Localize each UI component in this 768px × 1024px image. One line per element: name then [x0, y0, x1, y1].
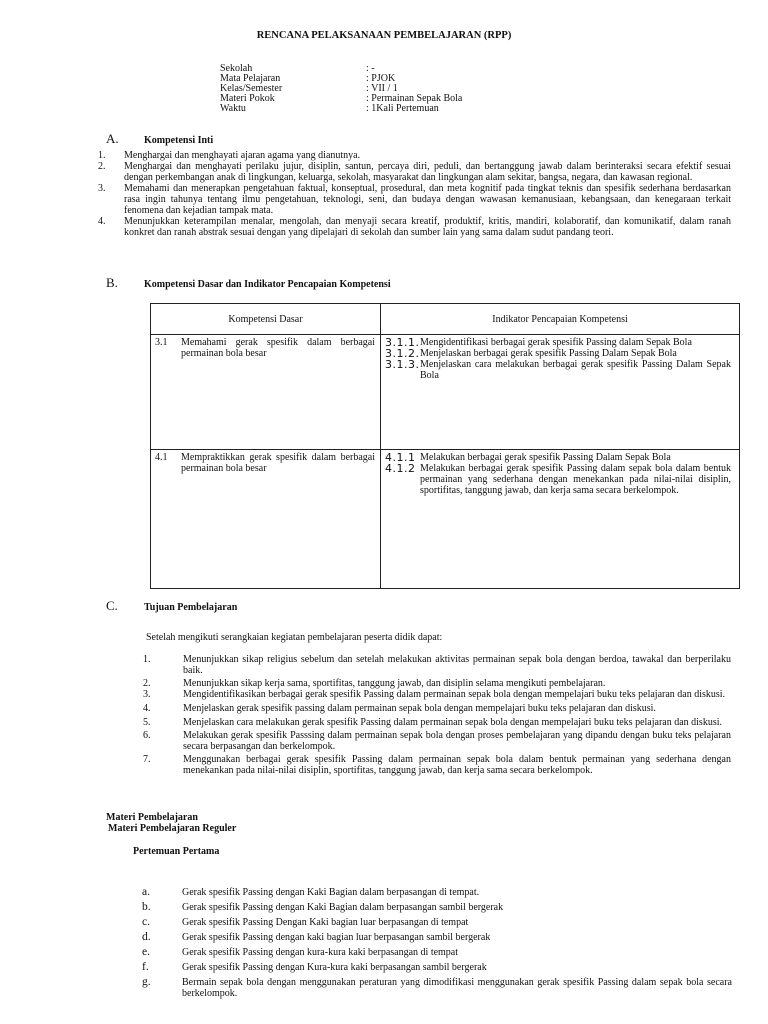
item-letter: e. [142, 946, 150, 958]
item-text: Gerak spesifik Passing dengan Kaki Bagian dalam berpasangan di tempat. [182, 887, 480, 898]
kd-content [151, 335, 380, 359]
item-number: 6. [143, 730, 151, 741]
meta-label: Materi Pokok [220, 93, 275, 104]
indicator-text: Menjelaskan berbagai gerak spesifik Passing Dalam Sepak Bola [420, 348, 677, 359]
indicator-text: Mengidentifikasi berbagai gerak spesifik Passing dalam Sepak Bola [420, 337, 692, 348]
indicator-item [381, 452, 739, 463]
kd-cell [151, 450, 381, 589]
item-text: Menghargai dan menghayati ajaran agama yang dianutnya. [124, 150, 361, 161]
meta-value: : Permainan Sepak Bola [366, 93, 463, 104]
item-number: 4. [143, 703, 151, 714]
list-item [143, 654, 731, 676]
indicator-item [381, 359, 739, 381]
list-item [143, 717, 731, 728]
section-title: Kompetensi Inti [144, 135, 214, 146]
list-item [142, 947, 732, 958]
kompetensi-table [150, 303, 740, 589]
item-text: Menunjukkan keterampilan menalar, mengolah, dan menyaji secara kreatif, produktif, kritis, mandiri, kolaboratif, dan komunikatif, dalam ranah konkret dan ranah abstrak sesuai dengan yang dipelajari di sekolah dan sumber lain yang sama dalam sudut pandang teori. [124, 216, 731, 238]
indicator-cell [381, 335, 740, 450]
kd-cell [151, 335, 381, 450]
item-text: Mengidentifikasikan berbagai gerak spesifik Passing dalam permainan sepak bola dengan mempelajari buku teks pelajaran dan diskusi. [183, 689, 726, 700]
section-b-heading [106, 277, 391, 290]
item-text: Menjelaskan cara melakukan gerak spesifik Passing dalam permainan sepak bola dengan mempelajari buku teks pelajaran dan diskusi. [183, 717, 722, 728]
item-number: 3. [143, 689, 151, 700]
list-item [142, 902, 732, 913]
section-title: Tujuan Pembelajaran [144, 602, 238, 613]
header-kompetensi-dasar: Kompetensi Dasar [151, 304, 381, 335]
kd-number: 3.1 [155, 337, 168, 348]
tujuan-intro: Setelah mengikuti serangkaian kegiatan pembelajaran peserta didik dapat: [146, 632, 443, 643]
list-item [142, 977, 732, 999]
meta-value: : VII / 1 [366, 83, 398, 94]
item-number: 2. [143, 678, 151, 689]
kd-content [151, 450, 380, 474]
section-letter: A. [106, 131, 119, 146]
section-letter: C. [106, 598, 118, 613]
indicator-number: 3.1.2. [385, 347, 420, 360]
indicator-item [381, 337, 739, 348]
indicator-cell [381, 450, 740, 589]
item-letter: b. [142, 901, 151, 913]
materi-subheading: Materi Pembelajaran Reguler [108, 823, 237, 834]
materi-heading: Materi Pembelajaran [106, 812, 198, 823]
item-number: 5. [143, 717, 151, 728]
list-item [142, 932, 732, 943]
list-item [143, 703, 731, 714]
list-item [143, 754, 731, 776]
item-letter: f. [142, 961, 149, 973]
identity-block [220, 64, 462, 114]
item-text: Gerak spesifik Passing dengan kaki bagian luar berpasangan sambil bergerak [182, 932, 491, 943]
item-text: Gerak spesifik Passing Dengan Kaki bagian luar berpasangan di tempat [182, 917, 469, 928]
meta-label: Waktu [220, 103, 246, 114]
item-letter: g. [142, 976, 151, 988]
meta-label: Sekolah [220, 63, 253, 74]
item-number: 1. [98, 150, 106, 161]
item-letter: d. [142, 931, 151, 943]
pertemuan-list [142, 887, 732, 999]
item-text: Menghargai dan menghayati perilaku jujur, disiplin, santun, percaya diri, peduli, dan bertanggung jawab dalam berinteraksi secara efektif sesuai dengan perkembangan anak di lingkungan, keluarga, sekolah, masyarakat dan lingkungan alam sekitar, bangsa, negara, dan kawasan regional. [124, 161, 731, 183]
indicator-item [381, 463, 739, 496]
kd-number: 4.1 [155, 452, 168, 463]
meta-label: Mata Pelajaran [220, 73, 281, 84]
indicator-number: 4.1.2 [385, 462, 416, 475]
item-letter: c. [142, 916, 150, 928]
item-number: 2. [98, 161, 106, 172]
kd-text: Mempraktikkan gerak spesifik dalam berbagai permainan bola besar [181, 452, 375, 474]
section-letter: B. [106, 275, 118, 290]
meta-value: : 1Kali Pertemuan [366, 103, 439, 114]
document-title: RENCANA PELAKSANAAN PEMBELAJARAN (RPP) [256, 30, 512, 41]
indicator-item [381, 348, 739, 359]
indicator-text: Melakukan berbagai gerak spesifik Passing dalam sepak bola dalam bentuk permainan yang sederhana dengan menekankan pada nilai-nilai disiplin, sportifitas, tanggung jawab, dan kerja sama secara berkelompok. [420, 463, 731, 496]
item-text: Bermain sepak bola dengan menggunakan peraturan yang dimodifikasi menggunakan gerak spesifik Passing dalam sepak bola secara berkelompok. [182, 977, 732, 999]
item-text: Menunjukkan sikap kerja sama, sportifitas, tanggung jawab, dan disiplin selama mengikuti pembelajaran. [183, 678, 606, 689]
indicator-text: Melakukan berbagai gerak spesifik Passing Dalam Sepak Bola [420, 452, 671, 463]
list-item [142, 962, 732, 973]
item-text: Menggunakan berbagai gerak spesifik Passing dalam permainan sepak bola dalam bentuk permainan yang sederhana dengan menekankan pada nilai-nilai disiplin, sportifitas, tanggung jawab, dan kerja sama secara berkelompok. [183, 754, 731, 776]
item-number: 1. [143, 654, 151, 665]
item-text: Gerak spesifik Passing dengan Kura-kura kaki berpasangan sambil bergerak [182, 962, 487, 973]
table-header-row [151, 304, 740, 335]
item-text: Menunjukkan sikap religius sebelum dan setelah melakukan aktivitas permainan sepak bola dengan berdoa, tawakal dan berperilaku baik. [183, 654, 731, 676]
meta-value: : - [366, 63, 375, 74]
table-row [151, 450, 740, 589]
pertemuan-heading: Pertemuan Pertama [133, 846, 220, 857]
list-item [98, 161, 731, 183]
meta-row-waktu [220, 104, 462, 114]
list-item [142, 917, 732, 928]
kd-text: Memahami gerak spesifik dalam berbagai permainan bola besar [181, 337, 375, 359]
indicator-text: Menjelaskan cara melakukan berbagai gerak spesifik Passing Dalam Sepak Bola [420, 359, 731, 381]
item-number: 7. [143, 754, 151, 765]
meta-value: : PJOK [366, 73, 396, 84]
indicator-number: 3.1.1. [385, 336, 420, 349]
list-item [143, 730, 731, 752]
item-text: Gerak spesifik Passing dengan kura-kura kaki berpasangan di tempat [182, 947, 459, 958]
meta-label: Kelas/Semester [220, 83, 283, 94]
section-c-heading [106, 600, 237, 613]
section-a-heading [106, 133, 213, 146]
list-item [143, 689, 731, 700]
item-number: 4. [98, 216, 106, 227]
list-item [98, 150, 731, 161]
indicator-number: 4.1.1 [385, 451, 416, 464]
item-text: Melakukan gerak spesifik Passsing dalam permainan sepak bola dengan proses pembelajaran yang dipandu dengan buku teks pelajaran secara berpasangan dan berkelompok. [183, 730, 731, 752]
header-indikator: Indikator Pencapaian Kompetensi [381, 304, 740, 335]
list-item [142, 887, 732, 898]
section-title: Kompetensi Dasar dan Indikator Pencapaian Kompetensi [144, 279, 391, 290]
list-item [143, 678, 731, 689]
table-row [151, 335, 740, 450]
list-item [98, 216, 731, 238]
tujuan-list [143, 654, 731, 776]
kompetensi-inti-list [98, 150, 731, 238]
item-letter: a. [142, 886, 150, 898]
indicator-number: 3.1.3. [385, 358, 420, 371]
list-item [98, 183, 731, 216]
item-text: Memahami dan menerapkan pengetahuan faktual, konseptual, prosedural, dan meta kognitif pada tingkat teknis dan spesifik sederhana berdasarkan rasa ingin tahunya tentang ilmu pengetahuan, teknologi, seni, dan budaya dengan wawasan kemanusiaan, kebangsaan, dan kenegaraan terkait fenomena dan kejadian tampak mata. [124, 183, 731, 216]
item-text: Gerak spesifik Passing dengan Kaki Bagian dalam berpasangan sambil bergerak [182, 902, 504, 913]
item-number: 3. [98, 183, 106, 194]
item-text: Menjelaskan gerak spesifik passing dalam permainan sepak bola dengan mempelajari buku teks pelajaran dan diskusi. [183, 703, 656, 714]
